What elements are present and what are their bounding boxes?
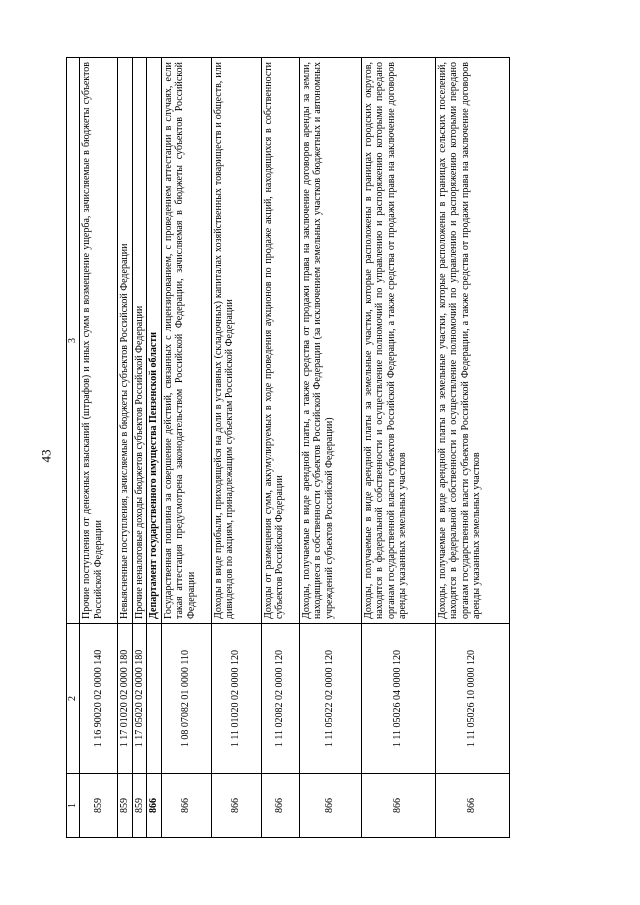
revenue-code-cell: 1 11 02082 02 0000 120: [261, 624, 299, 774]
admin-code-cell: 866: [361, 774, 435, 838]
admin-code-cell: 866: [435, 774, 509, 838]
table-row: [299, 58, 361, 838]
table-row: [132, 58, 147, 838]
description-cell: Доходы, получаемые в виде арендной платы за земельные участки, которые расположены в границах городских округов, находятся в федеральной собственности и осуществление полномочий по управлению и распоряжению которыми передано органам государственной власти субъектов Российской Федерации, а также средства от продажи права на заключение договоров аренды указанных земельных участков: [361, 58, 435, 624]
description-cell: Государственная пошлина за совершение действий, связанных с лицензированием, с проведением аттестации в случаях, если такая аттестация предусмотрена законодательством Российской Федерации, зачисляемая в бюджеты субъектов Российской Федерации: [161, 58, 211, 624]
table-row: [80, 58, 118, 838]
description-cell: Доходы, получаемые в виде арендной платы, а также средства от продажи права на заключение договоров аренды за земли, находящиеся в собственности субъектов Российской Федерации (за исключением земельных участков бюджетных и автономных учреждений субъектов Российской Федерации): [299, 58, 361, 624]
department-name-cell: Департамент государственного имущества Пензенской области: [147, 58, 162, 624]
revenue-code-cell: 1 08 07082 01 0000 110: [161, 624, 211, 774]
table-row: [161, 58, 211, 838]
table-row: [118, 58, 133, 838]
table-row: [261, 58, 299, 838]
table-row: [435, 58, 509, 838]
table-container: [66, 58, 504, 838]
description-cell: Невыясненные поступления, зачисляемые в бюджеты субъектов Российской Федерации: [118, 58, 133, 624]
description-cell: Доходы от размещения сумм, аккумулируемых в ходе проведения аукционов по продаже акций, находящихся в собственности субъектов Российской Федерации: [261, 58, 299, 624]
revenue-code-cell: [147, 624, 162, 774]
department-row: [147, 58, 162, 838]
header-col-3: 3: [67, 58, 80, 624]
rotated-table-frame: [66, 58, 504, 838]
admin-code-cell: 866: [299, 774, 361, 838]
description-cell: Прочие неналоговые доходы бюджетов субъектов Российской Федерации: [132, 58, 147, 624]
revenue-code-cell: 1 11 05026 10 0000 120: [435, 624, 509, 774]
admin-code-cell: 859: [80, 774, 118, 838]
header-col-2: 2: [67, 624, 80, 774]
description-cell: Доходы в виде прибыли, приходящейся на доли в уставных (складочных) капиталах хозяйственных товариществ и обществ, или дивидендов по акциям, принадлежащим субъектам Российской Федерации: [211, 58, 261, 624]
revenue-code-cell: 1 17 01020 02 0000 180: [118, 624, 133, 774]
page-number: 43: [38, 449, 54, 463]
revenue-code-cell: 1 11 05026 04 0000 120: [361, 624, 435, 774]
admin-code-cell: 866: [261, 774, 299, 838]
header-col-1: 1: [67, 774, 80, 838]
revenue-code-cell: 1 17 05020 02 0000 180: [132, 624, 147, 774]
description-cell: Доходы, получаемые в виде арендной платы за земельные участки, которые расположены в границах сельских поселений, находятся в федеральной собственности и осуществление полномочий по управлению и распоряжению которыми передано органам государственной власти субъектов Российской Федерации, а также средства от продажи права на заключение договоров аренды указанных земельных участков: [435, 58, 509, 624]
revenue-codes-table: [66, 57, 510, 838]
admin-code-cell: 866: [161, 774, 211, 838]
admin-code-cell: 859: [132, 774, 147, 838]
admin-code-cell: 859: [118, 774, 133, 838]
table-header-row: [67, 58, 80, 838]
revenue-code-cell: 1 11 01020 02 0000 120: [211, 624, 261, 774]
table-row: [211, 58, 261, 838]
revenue-code-cell: 1 11 05022 02 0000 120: [299, 624, 361, 774]
admin-code-cell: 866: [147, 774, 162, 838]
description-cell: Прочие поступления от денежных взысканий (штрафов) и иных сумм в возмещение ущерба, зачисляемые в бюджеты субъектов Российской Федерации: [80, 58, 118, 624]
table-row: [361, 58, 435, 838]
revenue-code-cell: 1 16 90020 02 0000 140: [80, 624, 118, 774]
admin-code-cell: 866: [211, 774, 261, 838]
